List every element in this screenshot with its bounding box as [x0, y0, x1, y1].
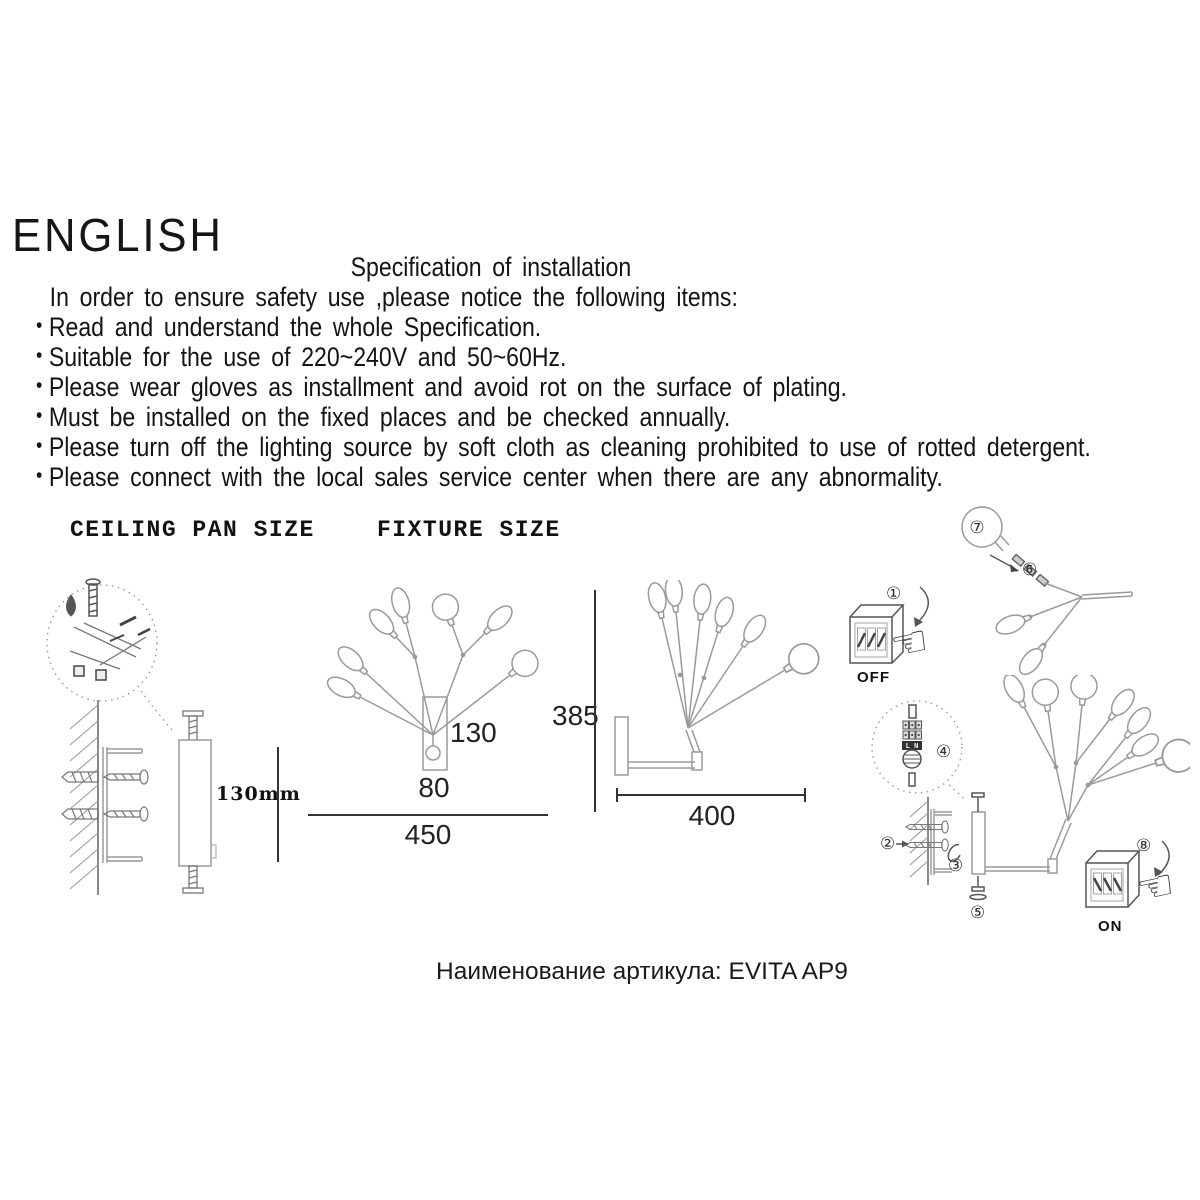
- wall-section: [880, 797, 963, 885]
- fixture-depth-dimension: 400: [688, 800, 736, 831]
- fixture-height-dimension: 385: [552, 700, 599, 731]
- fixture-width-dimension: 450: [404, 819, 452, 850]
- lamp-bulbs: [1000, 675, 1190, 778]
- installation-instructions: [36, 252, 1200, 492]
- step-5-badge: ⑤: [970, 903, 986, 923]
- wall-hatching: [910, 801, 928, 877]
- round-bulb-icon: [502, 645, 543, 685]
- leaf-bulb-icon: [479, 602, 516, 639]
- leaf-bulb-icon: [1015, 640, 1050, 679]
- power-on-switch: [1086, 836, 1179, 935]
- off-label: OFF: [857, 669, 890, 686]
- instruction-item: • Please wear gloves as installment and avoid rot on the surface of plating.: [36, 372, 1200, 402]
- language-title: ENGLISH: [12, 209, 224, 261]
- section-title-ceiling-pan-size: CEILING PAN SIZE: [70, 517, 315, 543]
- lamp-bulbs: [324, 586, 543, 704]
- leaf-bulb-icon: [692, 583, 712, 621]
- step-6-badge: ⑥: [1022, 560, 1038, 580]
- on-label: ON: [1098, 918, 1123, 935]
- step-8-badge: ⑧: [1136, 836, 1152, 856]
- backplate-assembly: [970, 793, 1071, 923]
- instruction-item: • Must be installed on the fixed places and be checked annually.: [36, 402, 1200, 432]
- branch-arms: [1028, 583, 1132, 647]
- power-off-switch: [850, 584, 933, 686]
- leaf-bulb-icon: [664, 580, 684, 613]
- plate-width-dimension: 80: [418, 772, 450, 803]
- terminal-block-icon: [902, 705, 922, 786]
- leaf-bulb-icon: [736, 611, 770, 650]
- assembly-steps-bottom-diagram: [860, 675, 1190, 940]
- assembly-steps-top-diagram: [830, 495, 1160, 695]
- instruction-item: • Please connect with the local sales service center when there are any abnormality.: [36, 462, 1200, 492]
- screw-icon: [104, 807, 148, 821]
- terminal-callout-balloon-icon: [872, 701, 966, 801]
- round-bulb-icon: [1031, 677, 1061, 712]
- mounting-clip-icon: [96, 670, 106, 680]
- lamp-bulbs: [646, 580, 825, 683]
- article-name-label: Наименование артикула: EVITA AP9: [436, 958, 848, 985]
- section-title-fixture-size: FIXTURE SIZE: [377, 517, 561, 543]
- bracket-rods-sketch-icon: [70, 617, 150, 669]
- wall-anchor-icon: [62, 809, 98, 819]
- leaf-bulb-icon: [389, 586, 414, 625]
- leaf-bulb-icon: [710, 595, 737, 634]
- pointing-hand-icon: ☜: [885, 614, 933, 671]
- fixture-front-view-diagram: [300, 585, 610, 855]
- lamp-arm: [985, 819, 1071, 873]
- rotate-arrow-icon: [970, 895, 986, 900]
- pointing-hand-icon: ☜: [1131, 858, 1179, 915]
- instruction-item: • Read and understand the whole Specification.: [36, 312, 1200, 342]
- instruction-item: • Suitable for the use of 220~240V and 50~60Hz.: [36, 342, 1200, 372]
- leaf-bulb-icon: [1000, 675, 1032, 711]
- round-bulb-icon: [1069, 675, 1098, 706]
- spec-intro: In order to ensure safety use ,please notice the following items:: [49, 282, 738, 312]
- step-1-badge: ①: [886, 584, 902, 604]
- backplate-icon: [179, 740, 211, 866]
- ceiling-pan-diagram: [40, 565, 320, 985]
- backplate-height-dimension: 130mm: [216, 783, 301, 805]
- step-7-badge: ⑦: [969, 518, 985, 538]
- leaf-bulb-icon: [993, 609, 1033, 637]
- screw-icon: [86, 579, 100, 616]
- wall-section: [62, 700, 148, 895]
- wall-bracket-icon: [103, 747, 142, 863]
- terminal-ln-label: L N: [905, 742, 919, 750]
- hardware-callout-balloon-icon: [47, 579, 173, 731]
- leaf-bulb-icon: [334, 642, 372, 679]
- instruction-item: • Please turn off the lighting source by soft cloth as cleaning prohibited to use of rotted detergent.: [36, 432, 1200, 462]
- mounting-clip-icon: [74, 666, 84, 676]
- screw-icon: [183, 866, 203, 893]
- step-3-badge: ③: [948, 856, 964, 876]
- step-2-badge: ②: [880, 834, 896, 854]
- lamp-branches: [662, 612, 785, 728]
- step-4-badge: ④: [936, 742, 952, 762]
- wall-plate-front: [423, 697, 447, 770]
- screw-icon: [104, 770, 148, 784]
- wall-hatching: [70, 705, 98, 889]
- bulb-assembly: [962, 507, 1132, 678]
- screw-icon: [183, 711, 203, 740]
- round-bulb-icon: [777, 638, 824, 683]
- fixture-side-view-diagram: [600, 580, 850, 840]
- plate-height-dimension: 130: [450, 717, 497, 748]
- backplate-assembly: [179, 711, 301, 893]
- leaf-bulb-icon: [324, 673, 364, 704]
- round-bulb-icon: [429, 590, 464, 629]
- spec-title: Specification of installation: [350, 252, 632, 282]
- arrowhead-icon: [1010, 564, 1019, 572]
